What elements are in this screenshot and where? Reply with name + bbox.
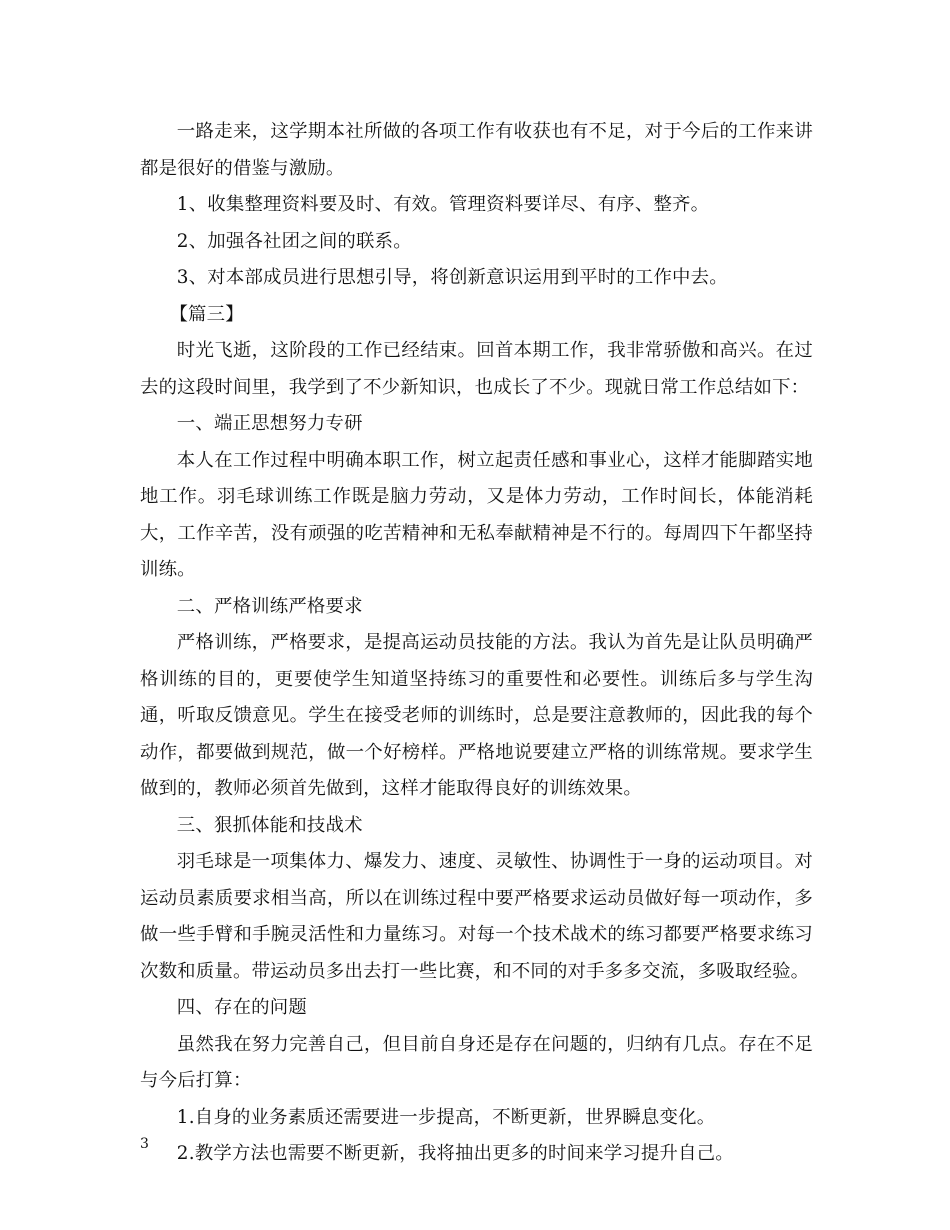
paragraph-section-4: 虽然我在努力完善自己，但目前自身还是存在问题的，归纳有几点。存在不足与今后打算：	[140, 1033, 813, 1091]
section-heading-pian-san: 【篇三】	[169, 303, 244, 325]
list-item-problem-1: 1.自身的业务素质还需要进一步提高，不断更新，世界瞬息变化。	[176, 1106, 716, 1128]
section-heading-2: 二、严格训练严格要求	[176, 595, 363, 617]
list-item-2: 2、加强各社团之间的联系。	[176, 230, 412, 252]
page-number: 3	[140, 1136, 149, 1152]
paragraph-section-2: 严格训练，严格要求，是提高运动员技能的方法。我认为首先是让队员明确严格训练的目的，更要使学生知道坚持练习的重要性和必要性。训练后多与学生沟通，听取反馈意见。学生在接受老师的训练时，总是要注意教师的，因此我的每个动作，都要做到规范，做一个好榜样。严格地说要建立严格的训练常规。要求学生做到的，教师必须首先做到，这样才能取得良好的训练效果。	[140, 632, 813, 799]
body-text	[140, 114, 813, 1173]
list-item-problem-2: 2.教学方法也需要不断更新，我将抽出更多的时间来学习提升自己。	[176, 1143, 734, 1164]
paragraph-section-3: 羽毛球是一项集体力、爆发力、速度、灵敏性、协调性于一身的运动项目。对运动员素质要求相当高，所以在训练过程中要严格要求运动员做好每一项动作，多做一些手臂和手腕灵活性和力量练习。对每一个技术战术的练习都要严格要求练习次数和质量。带运动员多出去打一些比赛，和不同的对手多多交流，多吸取经验。	[140, 851, 813, 982]
section-heading-4: 四、存在的问题	[176, 997, 307, 1018]
paragraph-intro: 一路走来，这学期本社所做的各项工作有收获也有不足，对于今后的工作来讲都是很好的借鉴与激励。	[140, 121, 813, 179]
list-item-1: 1、收集整理资料要及时、有效。管理资料要详尽、有序、整齐。	[176, 194, 710, 215]
list-item-3: 3、对本部成员进行思想引导，将创新意识运用到平时的工作中去。	[176, 267, 728, 288]
paragraph-summary-intro: 时光飞逝，这阶段的工作已经结束。回首本期工作，我非常骄傲和高兴。在过去的这段时间里，我学到了不少新知识，也成长了不少。现就日常工作总结如下：	[140, 340, 813, 398]
section-heading-1: 一、端正思想努力专研	[176, 413, 363, 434]
paragraph-section-1: 本人在工作过程中明确本职工作，树立起责任感和事业心，这样才能脚踏实地地工作。羽毛球训练工作既是脑力劳动，又是体力劳动，工作时间长，体能消耗大，工作辛苦，没有顽强的吃苦精神和无私奉献精神是不行的。每周四下午都坚持训练。	[140, 449, 813, 580]
section-heading-3: 三、狠抓体能和技战术	[176, 814, 363, 836]
